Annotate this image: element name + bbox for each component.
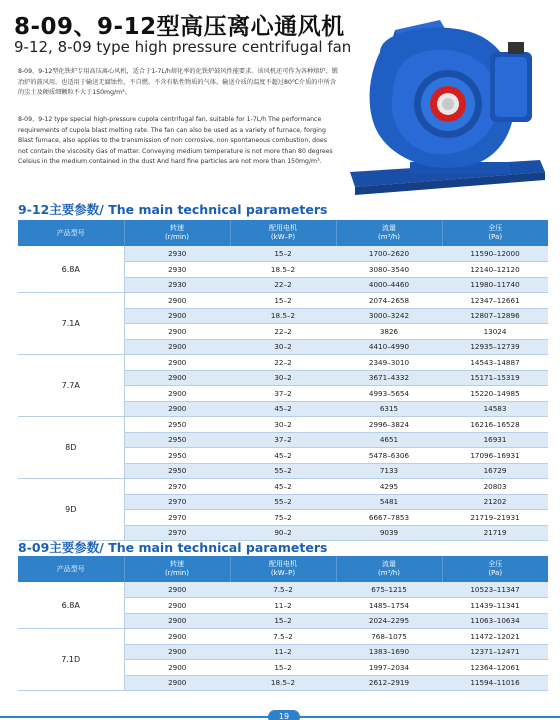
col-header-speed: 转速 (r/min) — [124, 556, 230, 582]
speed-cell: 2900 — [124, 308, 230, 324]
pressure-cell: 11439–11341 — [442, 598, 548, 614]
motor-cell: 55–2 — [230, 463, 336, 479]
flow-cell: 6315 — [336, 401, 442, 417]
motor-cell: 22–2 — [230, 324, 336, 340]
table-row — [18, 355, 548, 371]
speed-cell: 2900 — [124, 324, 230, 340]
speed-cell: 2900 — [124, 582, 230, 598]
table-title-8-09: 8-09主要参数/ The main technical parameters — [18, 540, 328, 555]
flow-cell: 3671–4332 — [336, 370, 442, 386]
motor-cell: 22–2 — [230, 355, 336, 371]
description-en: 8-09、9-12 type special high-pressure cupola centrifugal fan, suitable for 1-7L/h The performance requirements of cupola blast melting rate. The fan can also be used as a variety of furnace, forging Blast furnace, also applies to the transmission of non corrosive, non spontaneous combustion, does not contain the viscosity Gas of matter. Conveying medium temperature is not more than 80 degrees Celsius in the medium contained in the dust And hard fine particles are not more than 150mg/m³. — [18, 116, 333, 165]
page-number: 19 — [268, 710, 300, 720]
flow-cell: 9039 — [336, 525, 442, 541]
speed-cell: 2930 — [124, 246, 230, 262]
page-title-cn: 8-09、9-12型高压离心通风机 — [14, 14, 345, 40]
pressure-cell: 12807–12896 — [442, 308, 548, 324]
col-header-motor: 配用电机 (kW–P) — [230, 556, 336, 582]
flow-cell: 4410–4990 — [336, 339, 442, 355]
motor-cell: 75–2 — [230, 510, 336, 526]
flow-cell: 1997–2034 — [336, 660, 442, 676]
speed-cell: 2970 — [124, 525, 230, 541]
description-cn: 8-09、9-12型化铁炉专用高压离心风机，适合于1-7L/h熔化率的化铁炉鼓风性能要求。该风机还可作为各种熔炉、锻冶炉的鼓风用。也适用于输送无腐蚀性、不自燃、不含有粘性物质的气体。输送介质的温度不超过80℃介质的中所含的尘土及硬质细颗粒不大于150mg/m³。 — [18, 68, 338, 96]
table-row — [18, 479, 548, 495]
table-row — [18, 629, 548, 645]
speed-cell: 2950 — [124, 463, 230, 479]
pressure-cell: 21719 — [442, 525, 548, 541]
pressure-cell: 11590–12000 — [442, 246, 548, 262]
table-row — [18, 582, 548, 598]
table-row — [18, 293, 548, 309]
speed-cell: 2900 — [124, 675, 230, 691]
flow-cell: 1485–1754 — [336, 598, 442, 614]
model-cell: 9D — [18, 479, 124, 541]
flow-cell: 768–1075 — [336, 629, 442, 645]
speed-cell: 2930 — [124, 262, 230, 278]
speed-cell: 2900 — [124, 644, 230, 660]
pressure-cell: 14543–14887 — [442, 355, 548, 371]
flow-cell: 2612–2919 — [336, 675, 442, 691]
motor-cell: 18.5–2 — [230, 675, 336, 691]
pressure-cell: 15220–14985 — [442, 386, 548, 402]
speed-cell: 2930 — [124, 277, 230, 293]
col-header-motor: 配用电机 (kW–P) — [230, 220, 336, 246]
flow-cell: 1383–1690 — [336, 644, 442, 660]
motor-cell: 15–2 — [230, 246, 336, 262]
flow-cell: 6667–7853 — [336, 510, 442, 526]
speed-cell: 2950 — [124, 417, 230, 433]
motor-cell: 15–2 — [230, 293, 336, 309]
col-header-pressure: 全压 (Pa) — [442, 556, 548, 582]
speed-cell: 2900 — [124, 370, 230, 386]
speed-cell: 2900 — [124, 339, 230, 355]
table-row — [18, 417, 548, 433]
pressure-cell: 10523–11347 — [442, 582, 548, 598]
flow-cell: 2024–2295 — [336, 613, 442, 629]
speed-cell: 2950 — [124, 448, 230, 464]
pressure-cell: 12364–12061 — [442, 660, 548, 676]
speed-cell: 2900 — [124, 629, 230, 645]
pressure-cell: 17096–16931 — [442, 448, 548, 464]
model-cell: 8D — [18, 417, 124, 479]
motor-cell: 45–2 — [230, 448, 336, 464]
speed-cell: 2900 — [124, 598, 230, 614]
motor-cell: 30–2 — [230, 370, 336, 386]
motor-cell: 45–2 — [230, 479, 336, 495]
speed-cell: 2950 — [124, 432, 230, 448]
speed-cell: 2970 — [124, 510, 230, 526]
pressure-cell: 20803 — [442, 479, 548, 495]
pressure-cell: 11472–12021 — [442, 629, 548, 645]
page-title-en: 9-12, 8-09 type high pressure centrifugal fan — [14, 38, 352, 56]
motor-cell: 18.5–2 — [230, 262, 336, 278]
motor-cell: 45–2 — [230, 401, 336, 417]
speed-cell: 2900 — [124, 386, 230, 402]
flow-cell: 3000–3242 — [336, 308, 442, 324]
flow-cell: 1700–2620 — [336, 246, 442, 262]
table-title-9-12: 9-12主要参数/ The main technical parameters — [18, 202, 328, 217]
flow-cell: 3826 — [336, 324, 442, 340]
flow-cell: 4993–5654 — [336, 386, 442, 402]
col-header-flow: 流量 (m³/h) — [336, 556, 442, 582]
motor-cell: 90–2 — [230, 525, 336, 541]
col-header-pressure: 全压 (Pa) — [442, 220, 548, 246]
pressure-cell: 11063–10634 — [442, 613, 548, 629]
model-cell: 7.7A — [18, 355, 124, 417]
flow-cell: 2074–2658 — [336, 293, 442, 309]
pressure-cell: 11594–11016 — [442, 675, 548, 691]
flow-cell: 5481 — [336, 494, 442, 510]
pressure-cell: 15171–15319 — [442, 370, 548, 386]
speed-cell: 2900 — [124, 401, 230, 417]
motor-cell: 37–2 — [230, 386, 336, 402]
pressure-cell: 12371–12471 — [442, 644, 548, 660]
speed-cell: 2900 — [124, 293, 230, 309]
model-cell: 6.8A — [18, 246, 124, 293]
flow-cell: 2996–3824 — [336, 417, 442, 433]
motor-cell: 18.5–2 — [230, 308, 336, 324]
pressure-cell: 12347–12661 — [442, 293, 548, 309]
flow-cell: 2349–3010 — [336, 355, 442, 371]
motor-cell: 22–2 — [230, 277, 336, 293]
pressure-cell: 12140–12120 — [442, 262, 548, 278]
table-row — [18, 246, 548, 262]
pressure-cell: 16931 — [442, 432, 548, 448]
motor-cell: 55–2 — [230, 494, 336, 510]
flow-cell: 4000–4460 — [336, 277, 442, 293]
model-cell: 6.8A — [18, 582, 124, 629]
speed-cell: 2900 — [124, 660, 230, 676]
spec-table-9-12 — [18, 220, 548, 541]
speed-cell: 2970 — [124, 494, 230, 510]
flow-cell: 3080–3540 — [336, 262, 442, 278]
model-cell: 7.1D — [18, 629, 124, 691]
motor-cell: 30–2 — [230, 417, 336, 433]
motor-cell: 15–2 — [230, 660, 336, 676]
col-header-model: 产品型号 — [18, 556, 124, 582]
motor-cell: 30–2 — [230, 339, 336, 355]
motor-cell: 7.5–2 — [230, 582, 336, 598]
speed-cell: 2900 — [124, 613, 230, 629]
motor-cell: 11–2 — [230, 598, 336, 614]
table-header-row — [18, 556, 548, 582]
speed-cell: 2970 — [124, 479, 230, 495]
speed-cell: 2900 — [124, 355, 230, 371]
motor-cell: 7.5–2 — [230, 629, 336, 645]
table-header-row — [18, 220, 548, 246]
col-header-speed: 转速 (r/min) — [124, 220, 230, 246]
pressure-cell: 16729 — [442, 463, 548, 479]
pressure-cell: 14583 — [442, 401, 548, 417]
pressure-cell: 16216–16528 — [442, 417, 548, 433]
motor-cell: 15–2 — [230, 613, 336, 629]
flow-cell: 675–1215 — [336, 582, 442, 598]
col-header-flow: 流量 (m³/h) — [336, 220, 442, 246]
flow-cell: 4651 — [336, 432, 442, 448]
pressure-cell: 12935–12739 — [442, 339, 548, 355]
centrifugal-fan-image — [340, 12, 550, 197]
pressure-cell: 21202 — [442, 494, 548, 510]
model-cell: 7.1A — [18, 293, 124, 355]
flow-cell: 7133 — [336, 463, 442, 479]
col-header-model: 产品型号 — [18, 220, 124, 246]
motor-cell: 37–2 — [230, 432, 336, 448]
pressure-cell: 13024 — [442, 324, 548, 340]
pressure-cell: 21719–21931 — [442, 510, 548, 526]
flow-cell: 5478–6306 — [336, 448, 442, 464]
spec-table-8-09 — [18, 556, 548, 691]
pressure-cell: 11980–11740 — [442, 277, 548, 293]
flow-cell: 4295 — [336, 479, 442, 495]
motor-cell: 11–2 — [230, 644, 336, 660]
